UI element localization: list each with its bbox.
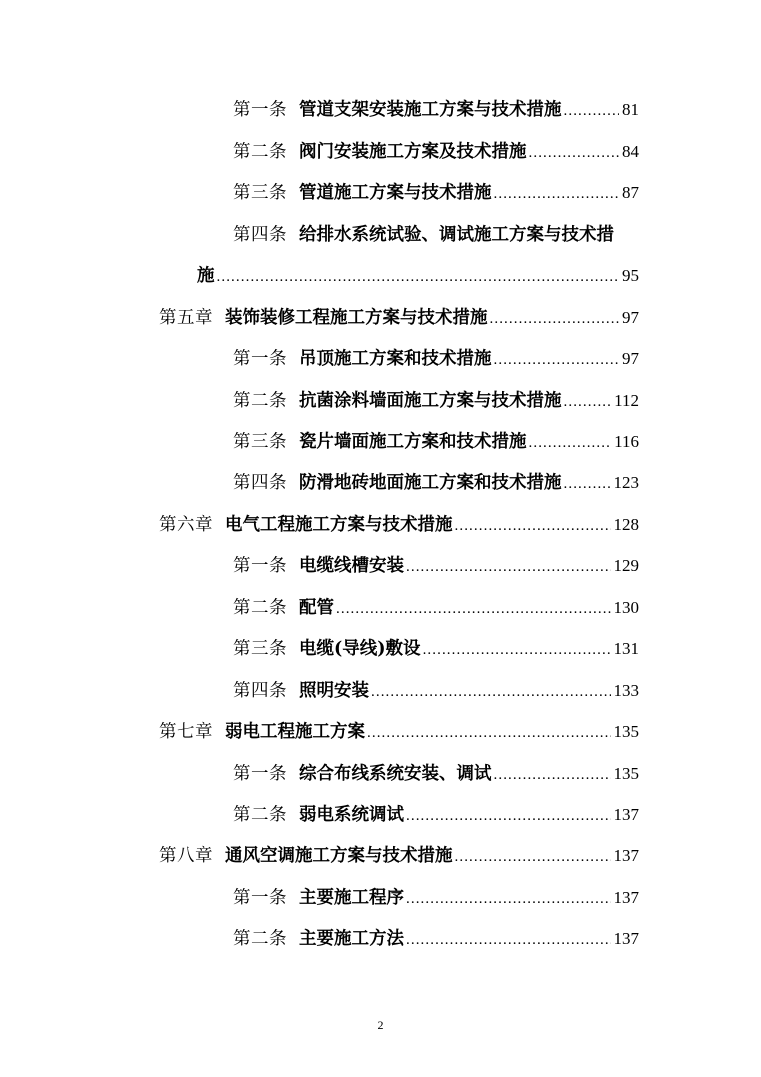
dot-leader (455, 513, 611, 539)
toc-entry-number: 第二条 (233, 391, 287, 411)
dot-leader (529, 140, 620, 166)
toc-entry-page: 97 (622, 349, 639, 368)
dot-leader (494, 347, 620, 373)
toc-entry-number: 第四条 (233, 473, 287, 493)
toc-entry-page: 95 (622, 266, 639, 285)
toc-entry-continuation (197, 263, 639, 289)
toc-entry-title: 抗菌涂料墙面施工方案与技术措施 (299, 391, 562, 411)
toc-chapter-entry (159, 512, 639, 538)
dot-leader (564, 389, 612, 415)
dot-leader (564, 471, 611, 497)
toc-entry-number: 第一条 (233, 100, 287, 120)
toc-entry-number: 第五章 (159, 308, 213, 328)
toc-entry (233, 885, 639, 911)
toc-entry (233, 470, 639, 496)
toc-entry (233, 429, 639, 455)
toc-entry (233, 180, 639, 206)
toc-chapter-entry (159, 305, 639, 331)
toc-entry-number: 第二条 (233, 598, 287, 618)
toc-entry (233, 346, 639, 372)
toc-entry-number: 第一条 (233, 764, 287, 784)
dot-leader (455, 844, 611, 870)
toc-entry-title: 弱电系统调试 (299, 805, 404, 825)
toc-entry-page: 129 (613, 556, 639, 575)
toc-entry-page: 131 (613, 639, 639, 658)
dot-leader (371, 679, 611, 705)
toc-entry-page: 116 (614, 432, 639, 451)
dot-leader (217, 264, 620, 290)
toc-entry-title: 装饰装修工程施工方案与技术措施 (225, 308, 488, 328)
toc-entry-title: 管道支架安装施工方案与技术措施 (299, 100, 562, 120)
dot-leader (336, 596, 611, 622)
toc-chapter-entry (159, 719, 639, 745)
toc-entry-number: 第四条 (233, 681, 287, 701)
toc-entry (233, 222, 639, 248)
dot-leader (406, 554, 611, 580)
toc-entry-page: 97 (622, 308, 639, 327)
dot-leader (367, 720, 611, 746)
dot-leader (564, 98, 620, 124)
toc-entry (233, 678, 639, 704)
toc-entry-title: 电缆线槽安装 (299, 556, 404, 576)
dot-leader (406, 803, 611, 829)
toc-entry-page: 87 (622, 183, 639, 202)
dot-leader (529, 430, 612, 456)
toc-entry-title: 电气工程施工方案与技术措施 (225, 515, 453, 535)
toc-entry-page: 137 (613, 846, 639, 865)
toc-entry-title: 瓷片墙面施工方案和技术措施 (299, 432, 527, 452)
toc-entry (233, 761, 639, 787)
toc-entry-number: 第二条 (233, 142, 287, 162)
toc-entry (233, 636, 639, 662)
toc-entry-page: 84 (622, 142, 639, 161)
toc-entry-title: 配管 (299, 598, 334, 618)
page-number: 2 (377, 1018, 384, 1032)
toc-entry-number: 第一条 (233, 888, 287, 908)
dot-leader (423, 637, 611, 663)
toc-entry-page: 137 (613, 805, 639, 824)
toc-entry-title: 主要施工方法 (299, 929, 404, 949)
dot-leader (406, 927, 611, 953)
toc-entry-number: 第一条 (233, 349, 287, 369)
dot-leader (406, 886, 611, 912)
toc-entry-title: 阀门安装施工方案及技术措施 (299, 142, 527, 162)
toc-entry (233, 553, 639, 579)
toc-entry (233, 926, 639, 952)
toc-entry (233, 802, 639, 828)
dot-leader (494, 762, 611, 788)
toc-entry-page: 135 (613, 722, 639, 741)
toc-entry-title: 电缆(导线)敷设 (299, 639, 421, 659)
toc-entry-number: 第三条 (233, 432, 287, 452)
toc-entry-title: 照明安装 (299, 681, 369, 701)
dot-leader (490, 306, 620, 332)
toc-entry-page: 137 (613, 888, 639, 907)
toc-entry-title: 施 (197, 266, 215, 286)
toc-entry-number: 第二条 (233, 805, 287, 825)
dot-leader (494, 181, 620, 207)
toc-entry-title: 防滑地砖地面施工方案和技术措施 (299, 473, 562, 493)
toc-entry-title: 吊顶施工方案和技术措施 (299, 349, 492, 369)
toc-entry-title: 管道施工方案与技术措施 (299, 183, 492, 203)
toc-entry-page: 128 (613, 515, 639, 534)
toc-entry-number: 第三条 (233, 183, 287, 203)
toc-entry-number: 第三条 (233, 639, 287, 659)
toc-entry-number: 第一条 (233, 556, 287, 576)
toc-entry (233, 388, 639, 414)
toc-entry-number: 第二条 (233, 929, 287, 949)
toc-entry-title: 给排水系统试验、调试施工方案与技术措 (299, 225, 614, 245)
toc-entry (233, 97, 639, 123)
toc-entry-page: 135 (613, 764, 639, 783)
toc-entry-title: 弱电工程施工方案 (225, 722, 365, 742)
toc-entry-number: 第四条 (233, 225, 287, 245)
toc-entry-page: 112 (614, 391, 639, 410)
toc-entry-page: 130 (613, 598, 639, 617)
toc-entry (233, 595, 639, 621)
toc-entry-page: 137 (613, 929, 639, 948)
toc-entry-page: 123 (613, 473, 639, 492)
toc-entry-page: 81 (622, 100, 639, 119)
toc-entry-page: 133 (613, 681, 639, 700)
toc-entry-number: 第七章 (159, 722, 213, 742)
toc-entry-title: 综合布线系统安装、调试 (299, 764, 492, 784)
toc-entry (233, 139, 639, 165)
toc-chapter-entry (159, 843, 639, 869)
toc-entry-number: 第六章 (159, 515, 213, 535)
toc-entry-title: 主要施工程序 (299, 888, 404, 908)
toc-entry-title: 通风空调施工方案与技术措施 (225, 846, 453, 866)
toc-entry-number: 第八章 (159, 846, 213, 866)
